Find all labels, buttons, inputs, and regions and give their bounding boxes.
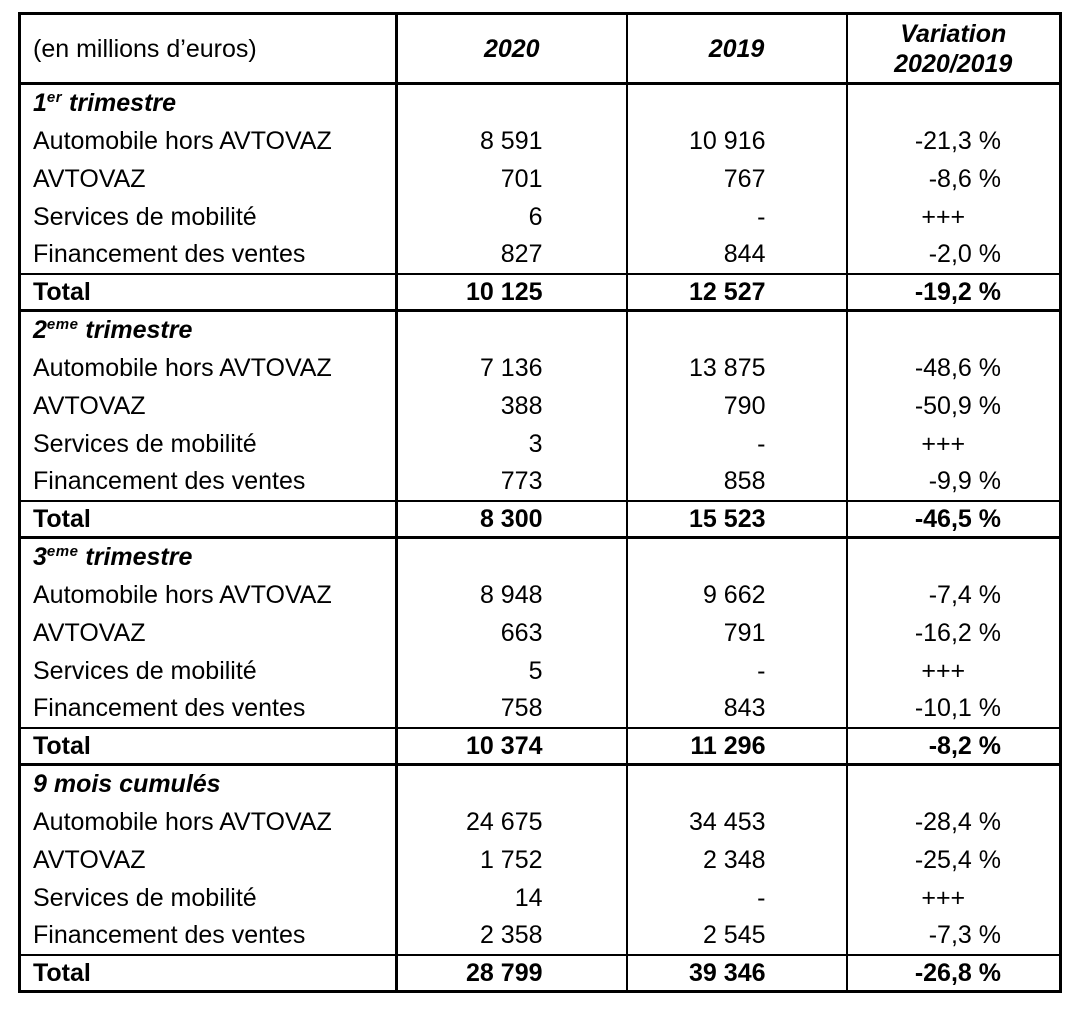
section-heading-row (20, 311, 1061, 349)
value-2019: 34 453 (627, 803, 847, 841)
total-2019: 12 527 (627, 274, 847, 311)
row-label: Services de mobilité (33, 429, 257, 458)
table-row (20, 160, 1061, 198)
total-2020: 8 300 (397, 501, 627, 538)
value-variation: -9,9 % (847, 463, 1061, 501)
section-title-text: trimestre (62, 89, 177, 118)
value-variation: +++ (847, 652, 1061, 690)
row-label: Automobile hors AVTOVAZ (33, 353, 332, 382)
section-title (20, 311, 397, 349)
value-2019: 844 (627, 236, 847, 274)
value-2020: 388 (397, 387, 627, 425)
value-variation: +++ (847, 879, 1061, 917)
value-variation: +++ (847, 425, 1061, 463)
row-label: AVTOVAZ (33, 618, 146, 647)
section-title-text: trimestre (78, 543, 193, 572)
value-2020: 24 675 (397, 803, 627, 841)
value-2019: 9 662 (627, 576, 847, 614)
value-2020: 7 136 (397, 349, 627, 387)
section-title-superscript: eme (46, 316, 79, 334)
value-2020: 3 (397, 425, 627, 463)
value-2019: 767 (627, 160, 847, 198)
table-row (20, 425, 1061, 463)
variation-header-line2: 2020/2019 (894, 49, 1013, 78)
financial-table (18, 12, 1062, 993)
value-2019: - (627, 425, 847, 463)
total-label: Total (20, 274, 397, 311)
section-title-text: trimestre (78, 316, 193, 345)
table-row (20, 917, 1061, 955)
total-2020: 10 374 (397, 728, 627, 765)
total-variation: -26,8 % (847, 955, 1061, 992)
value-variation: -25,4 % (847, 841, 1061, 879)
value-2020: 14 (397, 879, 627, 917)
total-variation: -19,2 % (847, 274, 1061, 311)
value-variation: -8,6 % (847, 160, 1061, 198)
value-2020: 5 (397, 652, 627, 690)
empty-cell (627, 311, 847, 349)
value-2020: 758 (397, 690, 627, 728)
row-label: Financement des ventes (33, 467, 306, 495)
table-row (20, 879, 1061, 917)
section-title-number: 3 (33, 543, 47, 572)
row-label: Services de mobilité (33, 656, 257, 685)
empty-cell (397, 765, 627, 803)
row-label: AVTOVAZ (33, 164, 146, 193)
total-label: Total (20, 501, 397, 538)
total-variation: -8,2 % (847, 728, 1061, 765)
empty-cell (397, 84, 627, 122)
value-2019: 858 (627, 463, 847, 501)
value-2019: - (627, 652, 847, 690)
empty-cell (847, 84, 1061, 122)
total-label: Total (20, 955, 397, 992)
table-row (20, 236, 1061, 274)
table-row (20, 463, 1061, 501)
total-2019: 15 523 (627, 501, 847, 538)
total-2020: 28 799 (397, 955, 627, 992)
table-body (20, 84, 1061, 992)
value-variation: -50,9 % (847, 387, 1061, 425)
table-row (20, 349, 1061, 387)
row-label: Financement des ventes (33, 694, 306, 722)
section-title (20, 538, 397, 576)
section-title-number: 1 (33, 89, 47, 118)
total-variation: -46,5 % (847, 501, 1061, 538)
total-2019: 39 346 (627, 955, 847, 992)
row-label: Financement des ventes (33, 921, 306, 949)
column-header-2019: 2019 (627, 14, 847, 84)
value-variation: -10,1 % (847, 690, 1061, 728)
value-variation: -28,4 % (847, 803, 1061, 841)
value-2020: 2 358 (397, 917, 627, 955)
value-2020: 701 (397, 160, 627, 198)
row-label: Services de mobilité (33, 202, 257, 231)
section-title (20, 765, 397, 803)
section-title-number: 9 (33, 770, 47, 799)
section-title-text: mois cumulés (46, 770, 221, 799)
value-2020: 1 752 (397, 841, 627, 879)
table-row (20, 652, 1061, 690)
value-2019: 790 (627, 387, 847, 425)
empty-cell (627, 84, 847, 122)
empty-cell (847, 538, 1061, 576)
section-title-number: 2 (33, 316, 47, 345)
value-2020: 827 (397, 236, 627, 274)
section-heading-row (20, 765, 1061, 803)
table-row (20, 690, 1061, 728)
value-2019: 843 (627, 690, 847, 728)
total-row (20, 501, 1061, 538)
total-label: Total (20, 728, 397, 765)
unit-label: (en millions d’euros) (20, 14, 397, 84)
table-row (20, 387, 1061, 425)
value-variation: -16,2 % (847, 614, 1061, 652)
total-row (20, 274, 1061, 311)
section-title-superscript: er (46, 89, 63, 107)
value-2019: - (627, 879, 847, 917)
value-variation: -7,4 % (847, 576, 1061, 614)
total-row (20, 728, 1061, 765)
value-2020: 8 591 (397, 122, 627, 160)
value-variation: -21,3 % (847, 122, 1061, 160)
empty-cell (847, 765, 1061, 803)
section-heading-row (20, 84, 1061, 122)
section-title-superscript: eme (46, 543, 79, 561)
value-2019: 13 875 (627, 349, 847, 387)
value-2020: 663 (397, 614, 627, 652)
value-variation: +++ (847, 198, 1061, 236)
table-row (20, 614, 1061, 652)
row-label: Financement des ventes (33, 240, 306, 268)
row-label: AVTOVAZ (33, 845, 146, 874)
row-label: AVTOVAZ (33, 391, 146, 420)
value-2020: 6 (397, 198, 627, 236)
value-2019: - (627, 198, 847, 236)
row-label: Automobile hors AVTOVAZ (33, 126, 332, 155)
table-row (20, 198, 1061, 236)
total-2020: 10 125 (397, 274, 627, 311)
column-header-variation (847, 14, 1061, 84)
value-variation: -2,0 % (847, 236, 1061, 274)
value-2019: 791 (627, 614, 847, 652)
row-label: Automobile hors AVTOVAZ (33, 807, 332, 836)
table-row (20, 576, 1061, 614)
total-row (20, 955, 1061, 992)
table-row (20, 803, 1061, 841)
empty-cell (847, 311, 1061, 349)
table-row (20, 841, 1061, 879)
total-2019: 11 296 (627, 728, 847, 765)
value-variation: -7,3 % (847, 917, 1061, 955)
section-title (20, 84, 397, 122)
row-label: Services de mobilité (33, 883, 257, 912)
value-2019: 10 916 (627, 122, 847, 160)
value-variation: -48,6 % (847, 349, 1061, 387)
value-2019: 2 545 (627, 917, 847, 955)
variation-header-line1: Variation (900, 19, 1007, 48)
empty-cell (627, 538, 847, 576)
value-2020: 8 948 (397, 576, 627, 614)
empty-cell (627, 765, 847, 803)
value-2020: 773 (397, 463, 627, 501)
empty-cell (397, 311, 627, 349)
table-row (20, 122, 1061, 160)
section-heading-row (20, 538, 1061, 576)
empty-cell (397, 538, 627, 576)
column-header-2020: 2020 (397, 14, 627, 84)
header-row (20, 14, 1061, 84)
row-label: Automobile hors AVTOVAZ (33, 580, 332, 609)
value-2019: 2 348 (627, 841, 847, 879)
